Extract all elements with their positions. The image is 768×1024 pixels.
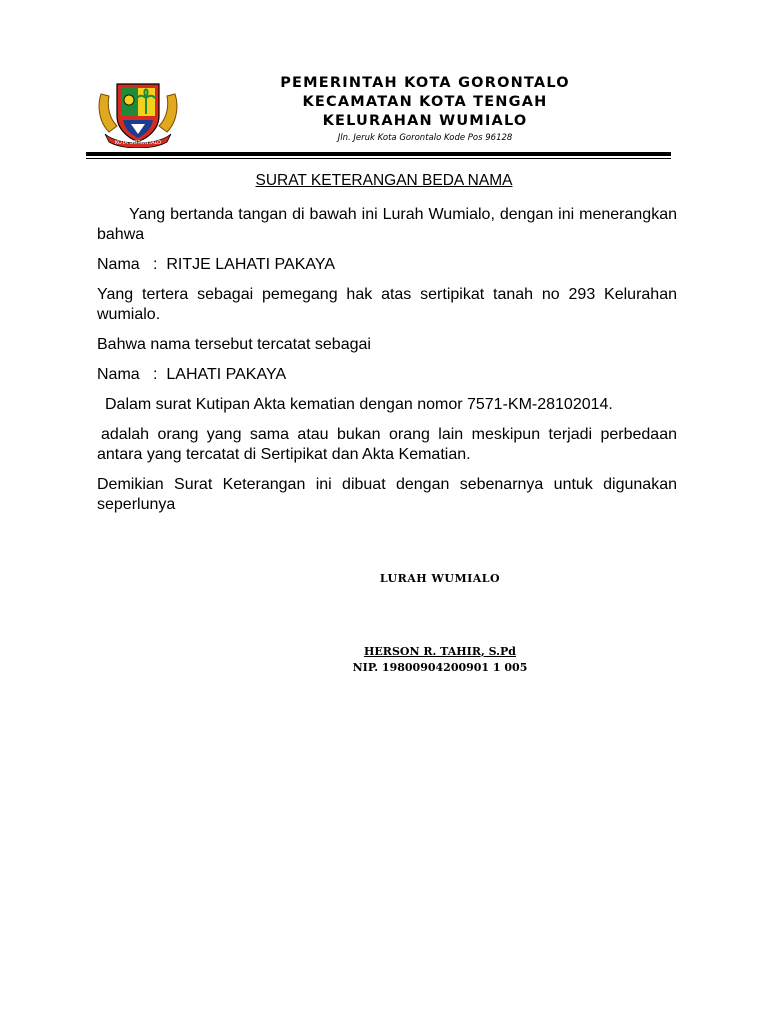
document-body xyxy=(97,205,677,515)
signature-title: LURAH WUMIALO xyxy=(379,572,501,585)
nama-1-label: Nama xyxy=(97,256,140,273)
paragraph-bahwa: Bahwa nama tersebut tercatat sebagai xyxy=(97,336,371,353)
paragraph-nama-2 xyxy=(97,365,677,385)
letterhead-line-1: PEMERINTAH KOTA GORONTALO xyxy=(280,75,570,91)
nama-2-separator: : xyxy=(144,366,162,383)
letterhead xyxy=(0,0,768,160)
letterhead-address: Jln. Jeruk Kota Gorontalo Kode Pos 96128 xyxy=(337,133,513,143)
city-emblem-icon xyxy=(95,76,181,148)
paragraph-sama: adalah orang yang sama atau bukan orang lain meskipun terjadi perbedaan antara yang tercatat di Sertipikat dan Akta Kematian. xyxy=(97,426,677,463)
paragraph-demikian: Demikian Surat Keterangan ini dibuat dengan sebenarnya untuk digunakan seperlunya xyxy=(97,476,677,513)
letterhead-divider-thick xyxy=(86,152,671,156)
letterhead-line-2: KECAMATAN KOTA TENGAH xyxy=(302,94,548,110)
nama-1-value: RITJE LAHATI PAKAYA xyxy=(166,256,336,273)
signature-name: HERSON R. TAHIR, S.Pd xyxy=(364,645,516,658)
paragraph-nama-1 xyxy=(97,255,677,275)
letterhead-text xyxy=(200,74,650,143)
nama-1-separator: : xyxy=(144,256,162,273)
nama-2-label: Nama xyxy=(97,366,140,383)
letterhead-divider-thin xyxy=(86,158,671,159)
document-title: SURAT KETERANGAN BEDA NAMA xyxy=(255,172,513,189)
signature-nip: NIP. 19800904200901 1 005 xyxy=(352,661,528,674)
emblem-ribbon-text: KOTA GORONTALO xyxy=(114,140,162,146)
paragraph-akta: Dalam surat Kutipan Akta kematian dengan nomor 7571-KM-28102014. xyxy=(105,396,613,413)
paragraph-sertipikat: Yang tertera sebagai pemegang hak atas sertipikat tanah no 293 Kelurahan wumialo. xyxy=(97,286,677,323)
letterhead-line-3: KELURAHAN WUMIALO xyxy=(322,113,528,129)
nama-2-value: LAHATI PAKAYA xyxy=(166,366,287,383)
paragraph-intro: Yang bertanda tangan di bawah ini Lurah Wumialo, dengan ini menerangkan bahwa xyxy=(97,206,677,243)
